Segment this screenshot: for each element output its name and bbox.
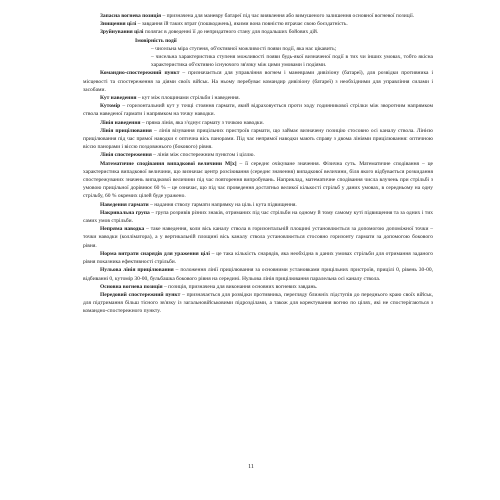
paragraph xyxy=(83,94,433,102)
definition: – пряма лінія, яка з'єднує гармату з точкою наводки. xyxy=(140,119,264,126)
paragraph xyxy=(83,20,433,28)
definition: – група розривів різних знаків, отриманих під час стрільби на одному й тому самому куті підвищення та за одних і тих самих умов стрільби. xyxy=(83,209,434,225)
definition: – таке наведення, коли вісь каналу ствола в горизонтальній площині установлюється за допомогою допоміжної точки – точки наводки (колліматора), а у вертикальній площині вісь каналу ствола установлюється стосовно горизонту гармати за допомогою бокового рівня. xyxy=(83,226,433,249)
subitem xyxy=(83,45,433,53)
term: Кут наведення xyxy=(100,95,137,102)
definition: – це така кількість снарядів, яка необхідна в даних умовах стрільби для отримання заданого рівня показника ефективності стрільби. xyxy=(83,250,433,266)
paragraph xyxy=(83,119,433,127)
page-number: 11 xyxy=(248,464,254,470)
definition: – кут між площинами стрільби і наведення. xyxy=(136,95,240,102)
definition: – призначена для маневру батареї під час виявлення або вимушеного залишення основної вогневої позиції. xyxy=(161,13,415,19)
paragraph xyxy=(83,209,433,225)
paragraph xyxy=(83,160,433,201)
paragraph xyxy=(83,102,433,118)
term: Лінія прицілювання xyxy=(100,127,152,134)
paragraph xyxy=(83,127,433,152)
definition: – чисельна міра ступеня, об'єктивної можливості появи події, яка нас цікавить; xyxy=(151,45,337,52)
term: Командно-спостережний пункт xyxy=(100,70,180,77)
term: Лінія спостереження xyxy=(100,152,152,159)
paragraph xyxy=(83,291,433,316)
paragraph xyxy=(83,201,433,209)
term: Норма витрати снарядів для ураження цілі xyxy=(100,250,210,257)
paragraph xyxy=(83,12,433,20)
term: Зруйнування цілі xyxy=(100,29,144,36)
term: Непряма наводка xyxy=(100,226,145,233)
term: Основна вогнева позиція xyxy=(100,283,163,290)
document-body xyxy=(83,12,433,316)
definition: – завдання їй таких втрат (пошкоджень), якими вона повністю втрачає свою боєздатність. xyxy=(136,21,348,28)
definition: – положення лінії прицілювання за основними установками прицільних пристроїв, прицілі 0, рівень 30-00, відбиванні 0, кутомір 30-00, бульбашка бокового рівня на середині. Нульова лінія прицілювання паралельна осі каналу ствола. xyxy=(83,267,433,282)
term: Нульова лінія прицілювання xyxy=(100,267,174,274)
definition: – надання стволу гармати напрямку на ціль і кута підвищення. xyxy=(148,201,297,208)
definition: – лінія візування прицільних пристроїв гармати, що займає визначену позицію стосовно осі каналу ствола. Лінією прицілювання під час прямої наводки є оптична вісь панорами. Під час непрямої наводки мають справу з двома лініями прицілювання: оптичною віссю панорами і віссю поздовжнього (бокового) рівня. xyxy=(83,127,433,151)
paragraph xyxy=(83,250,433,266)
definition: – лінія між спостережним пунктом і ціллю. xyxy=(151,152,255,159)
paragraph xyxy=(83,69,433,94)
definition: – її середнє очікуване значення. Фізична суть. Математичне сподівання – це характеристика випадкової величини, що визначає центр розсіювання (середнє значення) випадкової величини, біля якого відбувається розкидання спостережуваних значень випадкової величини під час повторення випробувань. Наприклад, математичне сподівання числа влучень при стрільбі з умовою прицільної дорівнює 60 % – це означає, що під час проведення достатньо великої кількості стрільб у даних умовах, в середньому на одну стрільбу, 60 % окремих цілей буде уражено. xyxy=(83,160,433,200)
term: Математичне сподівання випадкової величини М[x] xyxy=(100,160,237,167)
term: Кутомір xyxy=(100,103,121,110)
term: Лінія наведення xyxy=(100,119,141,126)
paragraph xyxy=(83,151,433,159)
subheading xyxy=(83,37,433,45)
paragraph xyxy=(83,28,433,36)
definition: – позиція, призначена для виконання основних вогневих завдань. xyxy=(162,283,318,290)
term: Наведення гармати xyxy=(100,201,149,208)
subitem xyxy=(83,53,433,69)
term: Імовірність події xyxy=(135,37,177,44)
definition: – призначається для управління вогнем і маневрами дивізіону (батареї), для розвідки противника і місцевості та спостереження за діями своїх військ. На ньому перебуває командир дивізіону (батареї) з необхідними для управління силами і засобами. xyxy=(83,70,433,93)
term: Запасна вогнева позиція xyxy=(100,13,162,19)
term: Передовий спостережний пункт xyxy=(100,291,181,298)
term: Знищення цілі xyxy=(100,21,137,28)
definition: – призначається для розвідки противника, перегляду ближніх підступів до переднього краю своїх військ, для підтримання більш тісного зв'язку із загальновійськовими підрозділами, а також для коректування вогню по цілях, які не спостерігаються з командно-спостережного пункту. xyxy=(83,291,433,315)
paragraph xyxy=(83,283,433,291)
paragraph xyxy=(83,225,433,250)
definition: полягає в доведенні її до непридатного стану для подальших бойових дій. xyxy=(143,29,319,36)
definition: – чисельна характеристика ступеня можливості появи будь-якої визначеної події в тих чи інших умовах, тобто якісна характеристика об'єктивно існуючого зв'язку між цими умовами і подіями. xyxy=(151,54,433,69)
paragraph xyxy=(83,266,433,282)
definition: – горизонтальний кут у точці стояння гармати, який відраховується проти ходу годинникової стрілки між зворотним напрямком ствола наведеної гармати і напрямком на точку наводки. xyxy=(83,103,433,118)
term: Накривальна група xyxy=(100,209,150,216)
